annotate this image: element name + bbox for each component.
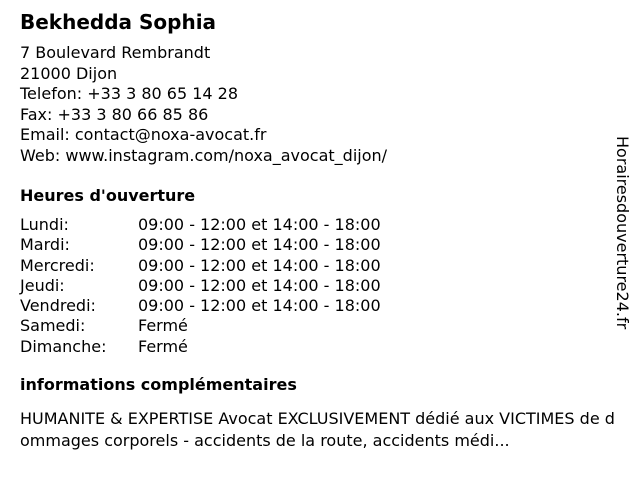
hours-row — [20, 276, 620, 296]
hours-day: Samedi: — [20, 316, 86, 336]
hours-time: Fermé — [138, 316, 188, 336]
email-line[interactable]: Email: contact@noxa-avocat.fr — [20, 125, 267, 144]
hours-time: 09:00 - 12:00 et 14:00 - 18:00 — [138, 296, 381, 316]
hours-row — [20, 215, 620, 235]
hours-time: 09:00 - 12:00 et 14:00 - 18:00 — [138, 235, 381, 255]
hours-time: 09:00 - 12:00 et 14:00 - 18:00 — [138, 275, 381, 295]
hours-time: Fermé — [138, 336, 188, 356]
hours-table — [20, 215, 620, 357]
hours-row — [20, 296, 620, 316]
web-line[interactable]: Web: www.instagram.com/noxa_avocat_dijon/ — [20, 145, 388, 165]
hours-row — [20, 337, 620, 357]
info-heading: informations complémentaires — [20, 375, 297, 395]
hours-time: 09:00 - 12:00 et 14:00 - 18:00 — [138, 255, 381, 275]
business-card — [20, 8, 620, 451]
contact-block — [20, 43, 620, 166]
site-watermark: Horairesdouverture24.fr — [613, 136, 632, 330]
hours-heading: Heures d'ouverture — [20, 186, 196, 205]
hours-day: Jeudi: — [20, 275, 65, 295]
hours-row — [20, 316, 620, 336]
fax-line: Fax: +33 3 80 66 85 86 — [20, 104, 209, 124]
hours-day: Vendredi: — [20, 296, 96, 316]
address-city: 21000 Dijon — [20, 63, 118, 83]
hours-day: Mardi: — [20, 235, 70, 255]
hours-day: Mercredi: — [20, 255, 95, 275]
business-name: Bekhedda Sophia — [20, 10, 217, 34]
hours-row — [20, 235, 620, 255]
address-street: 7 Boulevard Rembrandt — [20, 43, 211, 62]
phone-line[interactable]: Telefon: +33 3 80 65 14 28 — [20, 84, 239, 103]
info-description: HUMANITE & EXPERTISE Avocat EXCLUSIVEMENT dédié aux VICTIMES de dommages corporels - accidents de la route, accidents médi... — [20, 409, 615, 450]
hours-day: Lundi: — [20, 215, 69, 234]
hours-row — [20, 256, 620, 276]
hours-day: Dimanche: — [20, 336, 107, 356]
hours-time: 09:00 - 12:00 et 14:00 - 18:00 — [138, 215, 381, 234]
